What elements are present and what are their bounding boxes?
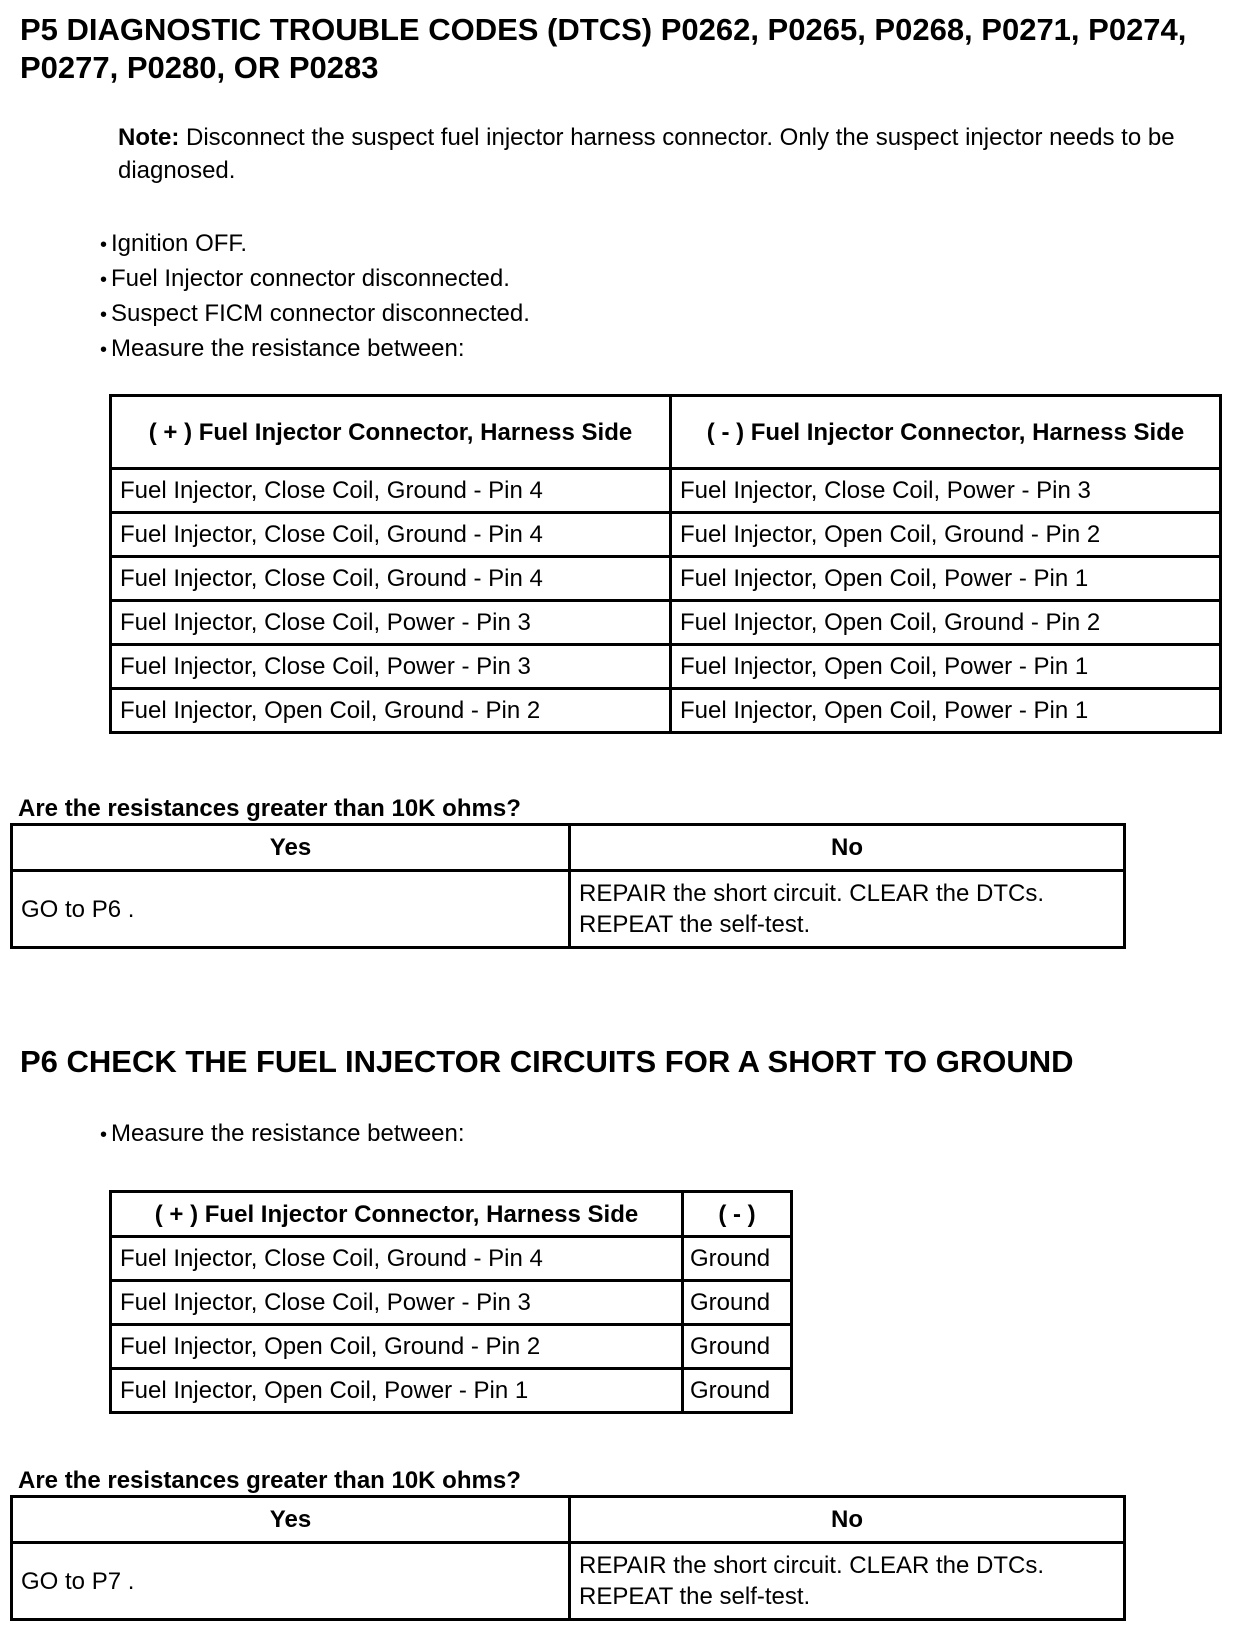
table-cell: Ground (683, 1325, 792, 1369)
answer-row (12, 1543, 1125, 1620)
yes-header: Yes (12, 825, 570, 871)
table-cell: Fuel Injector, Open Coil, Ground - Pin 2 (671, 513, 1221, 557)
table-row (111, 513, 1221, 557)
p5-answer-table (10, 823, 1126, 949)
p5-bullet-list (100, 227, 530, 367)
table-header-row (111, 1192, 792, 1237)
table-cell: Fuel Injector, Open Coil, Ground - Pin 2 (111, 689, 671, 733)
yes-action: GO to P6 . (12, 871, 570, 948)
no-header: No (570, 1497, 1125, 1543)
p6-question: Are the resistances greater than 10K ohms? (18, 1467, 521, 1494)
table-cell: Fuel Injector, Close Coil, Ground - Pin 4 (111, 557, 671, 601)
p6-answer-table (10, 1495, 1126, 1621)
table-cell: Ground (683, 1369, 792, 1413)
table-cell: Ground (683, 1281, 792, 1325)
no-action-line: REPEAT the self-test. (579, 911, 811, 938)
no-action (570, 1543, 1125, 1620)
table-row (111, 1325, 792, 1369)
table-cell: Fuel Injector, Close Coil, Ground - Pin 4 (111, 1237, 683, 1281)
table-row (111, 1369, 792, 1413)
plus-column-header: ( + ) Fuel Injector Connector, Harness Side (111, 396, 671, 469)
table-cell: Fuel Injector, Open Coil, Power - Pin 1 (111, 1369, 683, 1413)
table-header-row (111, 396, 1221, 469)
yes-action: GO to P7 . (12, 1543, 570, 1620)
table-cell: Fuel Injector, Open Coil, Power - Pin 1 (671, 689, 1221, 733)
no-action-line: REPAIR the short circuit. CLEAR the DTCs. (579, 1552, 1045, 1579)
p5-bullet: • Ignition OFF. (100, 227, 530, 262)
answer-header-row (12, 825, 1125, 871)
plus-column-header: ( + ) Fuel Injector Connector, Harness Side (111, 1192, 683, 1237)
table-row (111, 557, 1221, 601)
answer-header-row (12, 1497, 1125, 1543)
p5-note-text: Disconnect the suspect fuel injector harness connector. Only the suspect injector needs to be diagnosed. (118, 124, 1175, 184)
table-row (111, 1281, 792, 1325)
p5-measurement-table (109, 394, 1222, 734)
table-cell: Fuel Injector, Close Coil, Power - Pin 3 (671, 469, 1221, 513)
table-row (111, 689, 1221, 733)
table-cell: Ground (683, 1237, 792, 1281)
table-cell: Fuel Injector, Close Coil, Ground - Pin 4 (111, 513, 671, 557)
p5-bullet: • Measure the resistance between: (100, 332, 530, 367)
minus-column-header: ( - ) (683, 1192, 792, 1237)
no-action-line: REPAIR the short circuit. CLEAR the DTCs. (579, 880, 1045, 907)
table-cell: Fuel Injector, Close Coil, Ground - Pin 4 (111, 469, 671, 513)
p6-bullet-list (100, 1117, 465, 1152)
table-cell: Fuel Injector, Close Coil, Power - Pin 3 (111, 601, 671, 645)
table-cell: Fuel Injector, Open Coil, Ground - Pin 2 (671, 601, 1221, 645)
table-cell: Fuel Injector, Open Coil, Power - Pin 1 (671, 645, 1221, 689)
table-row (111, 1237, 792, 1281)
table-row (111, 601, 1221, 645)
p5-note (118, 121, 1218, 187)
table-row (111, 469, 1221, 513)
table-cell: Fuel Injector, Open Coil, Power - Pin 1 (671, 557, 1221, 601)
no-action-line: REPEAT the self-test. (579, 1583, 811, 1610)
answer-row (12, 871, 1125, 948)
minus-column-header: ( - ) Fuel Injector Connector, Harness Side (671, 396, 1221, 469)
p5-note-label: Note: (118, 124, 180, 151)
no-action (570, 871, 1125, 948)
p6-title: P6 CHECK THE FUEL INJECTOR CIRCUITS FOR A SHORT TO GROUND (20, 1044, 1074, 1079)
p5-question: Are the resistances greater than 10K ohms? (18, 795, 521, 822)
table-cell: Fuel Injector, Close Coil, Power - Pin 3 (111, 645, 671, 689)
p6-bullet: • Measure the resistance between: (100, 1117, 465, 1152)
yes-header: Yes (12, 1497, 570, 1543)
table-cell: Fuel Injector, Open Coil, Ground - Pin 2 (111, 1325, 683, 1369)
table-row (111, 645, 1221, 689)
table-cell: Fuel Injector, Close Coil, Power - Pin 3 (111, 1281, 683, 1325)
p5-title: P5 DIAGNOSTIC TROUBLE CODES (DTCS) P0262, P0265, P0268, P0271, P0274, P0277, P0280, OR P0283 (20, 12, 1187, 85)
no-header: No (570, 825, 1125, 871)
p5-bullet: • Fuel Injector connector disconnected. (100, 262, 530, 297)
p6-measurement-table (109, 1190, 793, 1414)
p5-bullet: • Suspect FICM connector disconnected. (100, 297, 530, 332)
